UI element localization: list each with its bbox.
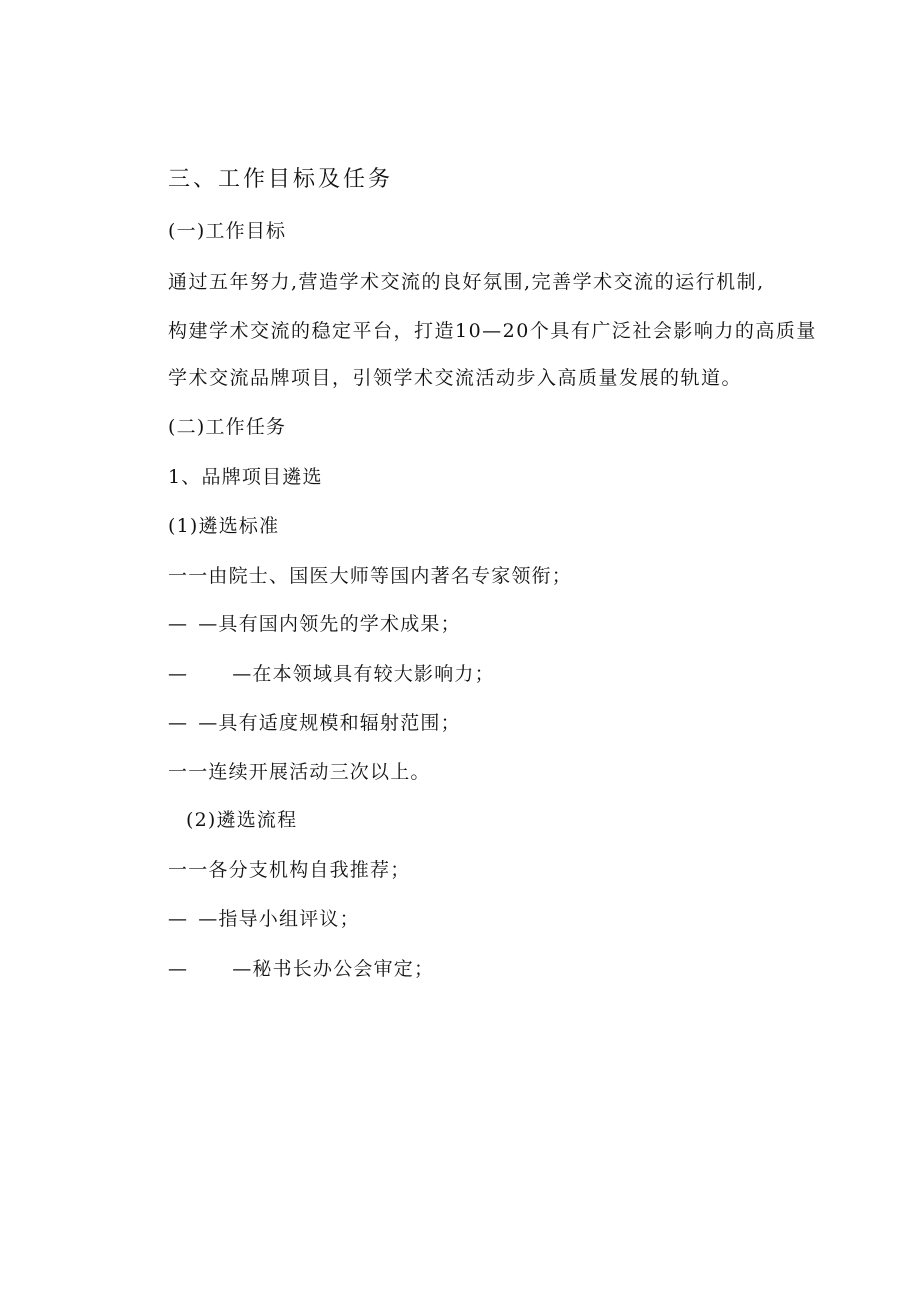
- criteria-item-text: —具有适度规模和辐射范围；: [198, 712, 461, 734]
- process-item: [168, 957, 434, 981]
- criteria-item-text: 连续开展活动三次以上。: [208, 761, 431, 783]
- dash-lead: —: [168, 958, 189, 980]
- goals-heading: (一)工作目标: [168, 220, 287, 242]
- criteria-item: [168, 564, 572, 588]
- process-item-text: —指导小组评议；: [198, 908, 360, 930]
- criteria-item: [168, 760, 431, 784]
- criteria-item-text: —在本领域具有较大影响力；: [232, 663, 495, 685]
- item1-title: 1、品牌项目遴选: [168, 466, 323, 488]
- process-item-text: 各分支机构自我推荐；: [208, 859, 411, 881]
- process-item-text: —秘书长办公会审定；: [232, 958, 435, 980]
- process-item: [168, 907, 360, 931]
- dash-lead: —: [168, 663, 189, 685]
- criteria-item: [168, 711, 461, 735]
- dash-lead: —: [168, 712, 189, 734]
- criteria-item-text: —具有国内领先的学术成果；: [198, 613, 461, 635]
- goals-paragraph-line-1: 通过五年努力,营造学术交流的良好氛围,完善学术交流的运行机制,: [168, 271, 765, 293]
- dash-lead: 一一: [168, 859, 209, 881]
- process-heading: (2)遴选流程: [186, 809, 298, 831]
- section-heading: 三、工作目标及任务: [168, 167, 394, 192]
- dash-lead: 一一: [168, 565, 209, 587]
- criteria-item-text: 由院士、国医大师等国内著名专家领衔；: [208, 565, 573, 587]
- process-item: [168, 858, 410, 882]
- criteria-heading: (1)遴选标准: [168, 515, 280, 537]
- dash-lead: —: [168, 908, 189, 930]
- goals-paragraph-line-3: 学术交流品牌项目，引领学术交流活动步入高质量发展的轨道。: [168, 367, 743, 389]
- dash-lead: 一一: [168, 761, 209, 783]
- goals-paragraph-line-2: 构建学术交流的稳定平台，打造10—20个具有广泛社会影响力的高质量: [168, 320, 817, 342]
- criteria-item: [168, 662, 495, 686]
- tasks-heading: (二)工作任务: [168, 416, 287, 438]
- criteria-item: [168, 612, 461, 636]
- dash-lead: —: [168, 613, 189, 635]
